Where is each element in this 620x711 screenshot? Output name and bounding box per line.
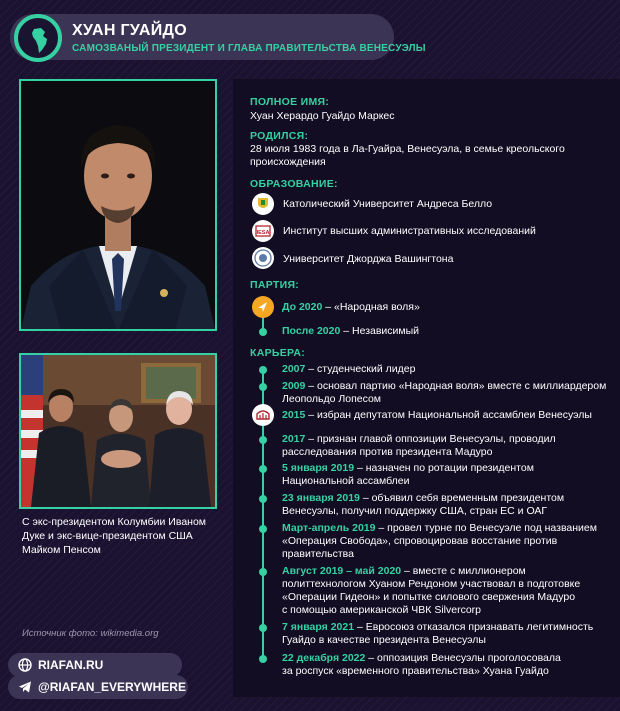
timeline-dot <box>259 495 267 503</box>
page-title: ХУАН ГУАЙДО <box>72 22 187 39</box>
career-item: 7 января 2021 – Евросоюз отказался признавать легитимность Гуайдо в качестве президента Венесуэлы <box>282 621 594 646</box>
born-label: РОДИЛСЯ: <box>250 130 309 142</box>
iesa-emblem-icon <box>252 220 274 242</box>
timeline-dot <box>259 383 267 391</box>
photo-source: Источник фото: wikimedia.org <box>22 628 159 639</box>
page-subtitle: САМОЗВАНЫЙ ПРЕЗИДЕНТ И ГЛАВА ПРАВИТЕЛЬСТВА ВЕНЕСУЭЛЫ <box>72 43 426 54</box>
gwu-seal-icon <box>252 247 274 269</box>
timeline-dot <box>259 436 267 444</box>
timeline-dot <box>259 624 267 632</box>
telegram-icon <box>18 680 32 699</box>
career-item: 5 января 2019 – назначен по ротации президентом Национальной ассамблеи <box>282 462 534 487</box>
education-item: Католический Университет Андреса Белло <box>283 198 493 210</box>
career-label: КАРЬЕРА: <box>250 347 306 359</box>
telegram-link[interactable]: @RIAFAN_EVERYWHERE <box>38 680 186 694</box>
born-line-2: происхождения <box>250 156 326 168</box>
timeline-dot <box>259 525 267 533</box>
voluntad-popular-icon <box>252 296 274 318</box>
portrait-photo <box>19 79 217 331</box>
career-item: Август 2019 – май 2020 – вместе с миллионером политтехнологом Хуаном Рендоном участвовал в подготовке «Операции Гидеон» и попытке силового свержения Мадуро с помощью американской ЧВК Silvercorp <box>282 565 581 616</box>
career-item: 2007 – студенческий лидер <box>282 363 416 375</box>
americas-logo-icon <box>14 14 62 62</box>
fullname-label: ПОЛНОЕ ИМЯ: <box>250 96 330 108</box>
svg-text:IESA: IESA <box>256 230 270 236</box>
timeline-dot <box>259 328 267 336</box>
timeline-dot <box>259 366 267 374</box>
born-line-1: 28 июля 1983 года в Ла-Гуайра, Венесуэла, в семье креольского <box>250 143 565 155</box>
photo-caption: С экс-президентом Колумбии Иваном Дуке и экс-вице-президентом США Майком Пенсом <box>22 516 207 556</box>
fullname-value: Хуан Херардо Гуайдо Маркес <box>250 110 395 122</box>
education-item: Университет Джорджа Вашингтона <box>283 253 454 265</box>
site-link[interactable]: RIAFAN.RU <box>38 658 104 672</box>
ucab-emblem-icon <box>252 193 274 215</box>
assembly-emblem-icon <box>252 404 274 426</box>
party-item: До 2020 – «Народная воля» <box>282 301 420 313</box>
meeting-photo <box>19 353 217 509</box>
party-item: После 2020 – Независимый <box>282 325 420 337</box>
career-item: 22 декабря 2022 – оппозиция Венесуэлы проголосовала за роспуск «временного правительства» Хуана Гуайдо <box>282 652 561 677</box>
career-item: 2009 – основал партию «Народная воля» вместе с миллиардером Леопольдо Лопесом <box>282 380 607 405</box>
education-label: ОБРАЗОВАНИЕ: <box>250 178 338 190</box>
timeline-dot <box>259 568 267 576</box>
timeline-dot <box>259 465 267 473</box>
timeline-dot <box>259 655 267 663</box>
career-item: 2017 – признан главой оппозиции Венесуэлы, проводил расследования против президента Мадуро <box>282 433 556 458</box>
career-item: Март-апрель 2019 – провел турне по Венесуэле под названием «Операция Свобода», спровоцировав восстание против правительства <box>282 522 597 560</box>
education-item: Институт высших административных исследований <box>283 225 536 237</box>
bio-panel <box>233 79 620 697</box>
party-label: ПАРТИЯ: <box>250 279 300 291</box>
career-item: 2015 – избран депутатом Национальной ассамблеи Венесуэлы <box>282 409 592 421</box>
career-item: 23 января 2019 – объявил себя временным президентом Венесуэлы, получил поддержку США, стран ЕС и ОАГ <box>282 492 565 517</box>
